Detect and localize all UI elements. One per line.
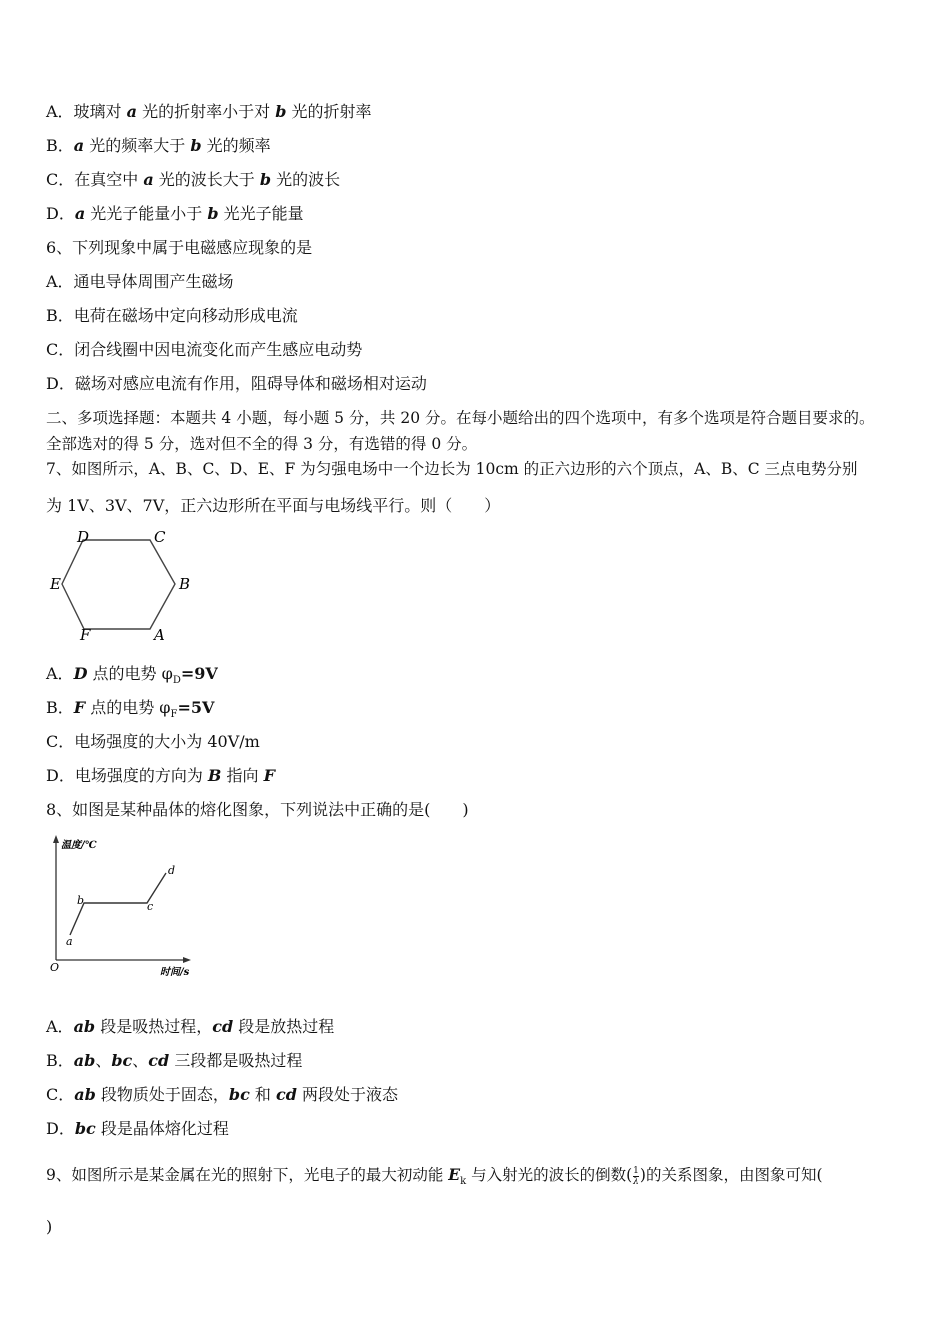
vertex-label-a: A xyxy=(154,626,165,644)
q9-stem-close: ) xyxy=(46,1217,53,1236)
origin-label: O xyxy=(50,961,60,974)
y-axis-arrow xyxy=(53,835,59,843)
q5-option-c: C．在真空中 a 光的波长大于 b 光的波长 xyxy=(46,170,341,189)
q8-option-d: D．bc 段是晶体熔化过程 xyxy=(46,1119,229,1138)
point-label-d: d xyxy=(168,864,176,877)
point-label-a: a xyxy=(66,935,73,948)
y-axis-label: 温度/℃ xyxy=(61,840,97,851)
q7-stem-line-1: 7、如图所示，A、B、C、D、E、F 为匀强电场中一个边长为 10cm 的正六边形的六个顶点，A、B、C 三点电势分别 xyxy=(46,460,858,478)
section-2-instructions-1: 二、多项选择题：本题共 4 小题，每小题 5 分，共 20 分。在每小题给出的四个选项中，有多个选项是符合题目要求的。 xyxy=(46,409,875,427)
vertex-label-e: E xyxy=(50,575,61,593)
q7-option-d: D．电场强度的方向为 B 指向 F xyxy=(46,766,275,785)
hexagon-shape xyxy=(62,540,175,629)
q6-option-c: C．闭合线圈中因电流变化而产生感应电动势 xyxy=(46,340,363,359)
hexagon-figure xyxy=(44,526,204,646)
section-2-instructions-2: 全部选对的得 5 分，选对但不全的得 3 分，有选错的得 0 分。 xyxy=(46,435,478,453)
x-axis-label: 时间/s xyxy=(160,967,190,978)
melting-graph xyxy=(44,832,214,982)
point-label-c: c xyxy=(147,900,154,913)
q9-fraction: $\frac{1}{\lambda}$ xyxy=(633,1165,639,1187)
vertex-label-d: D xyxy=(77,528,90,546)
q7-stem-line-2: 为 1V、3V、7V，正六边形所在平面与电场线平行。则（ ） xyxy=(46,496,501,515)
q6-option-b: B．电荷在磁场中定向移动形成电流 xyxy=(46,306,298,325)
q8-option-a: A．ab 段是吸热过程，cd 段是放热过程 xyxy=(46,1017,335,1036)
q8-option-b: B．ab、bc、cd 三段都是吸热过程 xyxy=(46,1051,303,1070)
q7-option-c: C．电场强度的大小为 40V/m xyxy=(46,732,260,751)
q5-option-b: B．a 光的频率大于 b 光的频率 xyxy=(46,136,271,155)
q9-stem: 9、如图所示是某金属在光的照射下，光电子的最大初动能 $E_k$ 与入射光的波长的倒数( $\frac{1}{\lambda}$ )的关系图象，由图象可知( xyxy=(46,1165,823,1188)
vertex-label-c: C xyxy=(154,528,166,546)
q6-option-a: A．通电导体周围产生磁场 xyxy=(46,272,234,291)
q8-option-c: C．ab 段物质处于固态，bc 和 cd 两段处于液态 xyxy=(46,1085,399,1104)
q6-option-d: D．磁场对感应电流有作用，阻碍导体和磁场相对运动 xyxy=(46,374,427,393)
q7-option-a: A．D 点的电势 $\varphi_D=9V$ xyxy=(46,664,218,687)
q6-stem: 6、下列现象中属于电磁感应现象的是 xyxy=(46,238,313,257)
vertex-label-b: B xyxy=(179,575,191,593)
q8-stem: 8、如图是某种晶体的熔化图象，下列说法中正确的是( ) xyxy=(46,800,469,819)
q7-option-b: B．F 点的电势 $\varphi_F=5V$ xyxy=(46,698,215,721)
q5-option-a: A．玻璃对 a 光的折射率小于对 b 光的折射率 xyxy=(46,102,372,121)
x-axis-arrow xyxy=(183,957,191,963)
vertex-label-f: F xyxy=(80,626,91,644)
point-label-b: b xyxy=(77,894,85,907)
q5-option-d: D．a 光光子能量小于 b 光光子能量 xyxy=(46,204,304,223)
